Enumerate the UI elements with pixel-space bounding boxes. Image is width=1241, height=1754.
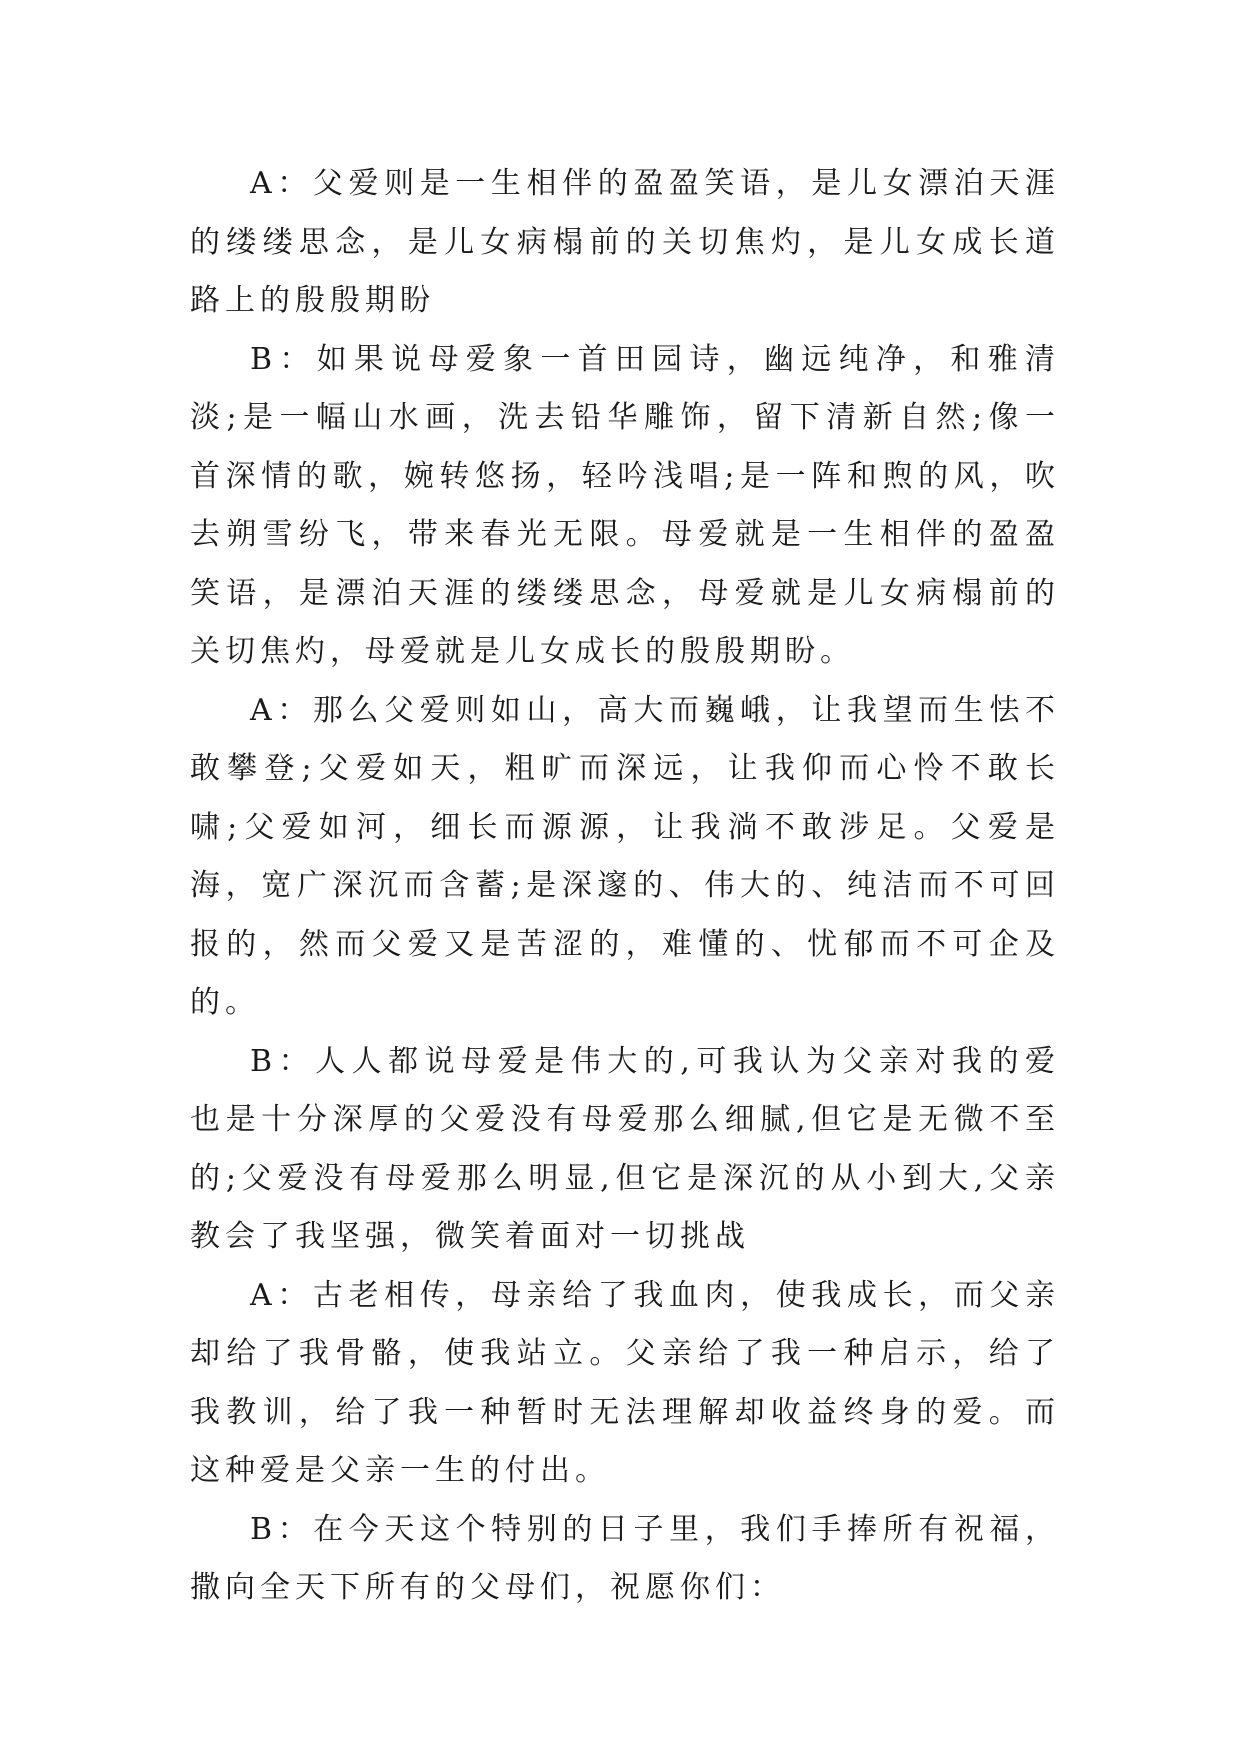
paragraph-b-motherly-love: B：如果说母爱象一首田园诗，幽远纯净，和雅清淡;是一幅山水画，洗去铅华雕饰，留下清新自然;像一首深情的歌，婉转悠扬，轻吟浅唱;是一阵和煦的风，吹去朔雪纷飞，带来春光无限。母爱就是一生相伴的盈盈笑语，是漂泊天涯的缕缕思念，母爱就是儿女病榻前的关切焦灼，母爱就是儿女成长的殷殷期盼。 <box>190 341 1060 669</box>
paragraph-a-ancient-saying: A：古老相传，母亲给了我血肉，使我成长，而父亲却给了我骨骼，使我站立。父亲给了我一种启示，给了我教训，给了我一种暂时无法理解却收益终身的爱。而这种爱是父亲一生的付出。 <box>190 1277 1060 1488</box>
paragraph-b-blessings: B：在今天这个特别的日子里，我们手捧所有祝福，撒向全天下所有的父母们，祝愿你们： <box>190 1511 1060 1605</box>
paragraph-b-father-love-deep: B：人人都说母爱是伟大的,可我认为父亲对我的爱也是十分深厚的父爱没有母爱那么细腻,但它是无微不至的;父爱没有母爱那么明显,但它是深沉的从小到大,父亲教会了我坚强，微笑着面对一切挑战 <box>190 1043 1060 1254</box>
paragraph-a-father-like-mountain: A：那么父爱则如山，高大而巍峨，让我望而生怯不敢攀登;父爱如天，粗旷而深远，让我仰而心怜不敢长啸;父爱如河，细长而源源，让我淌不敢涉足。父爱是海，宽广深沉而含蓄;是深邃的、伟大的、纯洁而不可回报的，然而父爱又是苦涩的，难懂的、忧郁而不可企及的。 <box>190 692 1060 1020</box>
document-body <box>190 155 1060 1618</box>
paragraph-a-fatherly-love: A：父爱则是一生相伴的盈盈笑语，是儿女漂泊天涯的缕缕思念，是儿女病榻前的关切焦灼，是儿女成长道路上的殷殷期盼 <box>190 166 1060 318</box>
